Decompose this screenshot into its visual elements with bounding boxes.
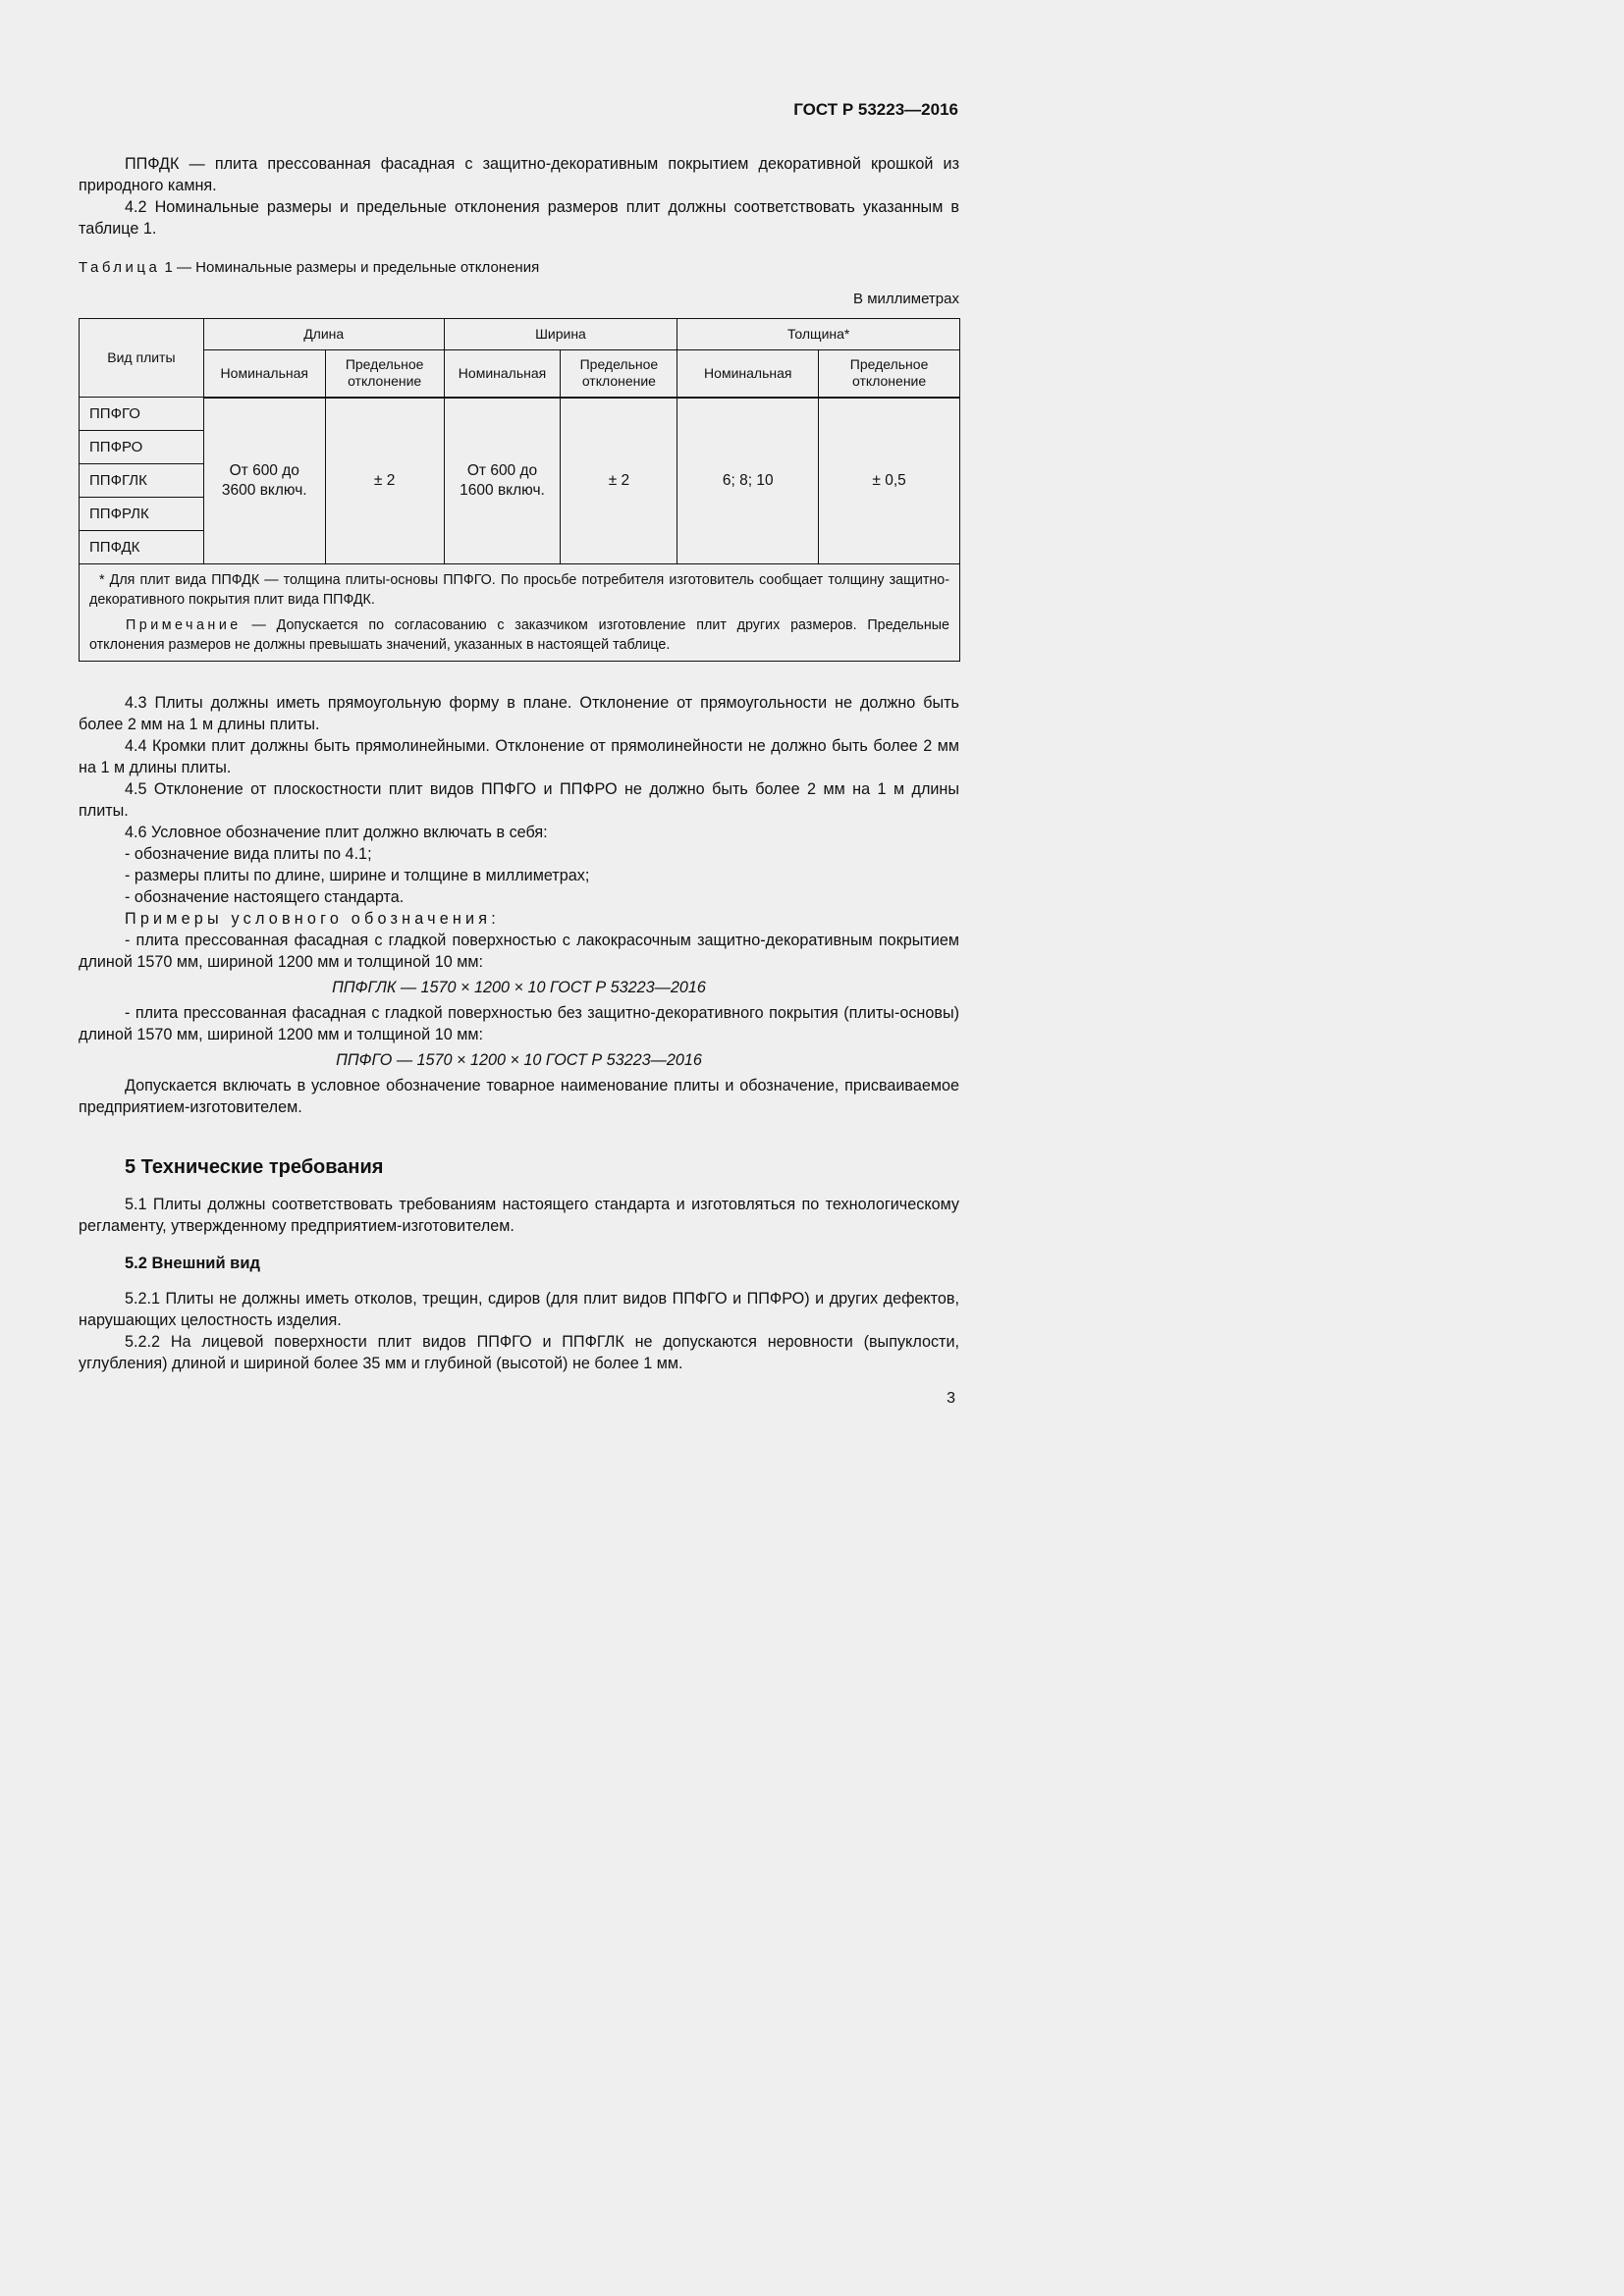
list-item: - обозначение вида плиты по 4.1;: [125, 845, 372, 863]
paragraph-allow: Допускается включать в условное обозначение товарное наименование плиты и обозначение, присваиваемое предприятием-изготовителем.: [79, 1077, 959, 1116]
header-thickness-nominal: Номинальная: [677, 350, 819, 398]
header-length: Длина: [203, 319, 444, 350]
thickness-nominal-cell: 6; 8; 10: [677, 398, 819, 564]
list-item: - обозначение настоящего стандарта.: [125, 888, 405, 906]
header-length-nominal: Номинальная: [203, 350, 325, 398]
intro-block: [79, 153, 959, 240]
header-thickness: Толщина*: [677, 319, 960, 350]
header-length-deviation: Предельное отклонение: [325, 350, 444, 398]
examples-label: Примеры условного обозначения:: [125, 910, 500, 928]
header-width: Ширина: [444, 319, 677, 350]
section-5-title: 5 Технические требования: [125, 1156, 384, 1178]
paragraph-4-3: 4.3 Плиты должны иметь прямоугольную форму в плане. Отклонение от прямоугольности не должно быть более 2 мм на 1 м длины плиты.: [79, 694, 959, 733]
intro-paragraph-2: 4.2 Номинальные размеры и предельные отклонения размеров плит должны соответствовать указанным в таблице 1.: [79, 198, 959, 238]
paragraph-5-2-1: 5.2.1 Плиты не должны иметь отколов, трещин, сдиров (для плит видов ППФГО и ППФРО) и других дефектов, нарушающих целостность изделия.: [79, 1290, 959, 1329]
page-number: 3: [947, 1390, 955, 1407]
paragraph-5-1: 5.1 Плиты должны соответствовать требованиям настоящего стандарта и изготовляться по технологическому регламенту, утвержденному предприятием-изготовителем.: [79, 1196, 959, 1235]
section-5: [79, 1156, 959, 1374]
kind-cell: ППФГЛК: [80, 464, 204, 498]
width-nominal-cell: От 600 до 1600 включ.: [444, 398, 561, 564]
body-block: [79, 692, 959, 1118]
standard-code-header: ГОСТ Р 53223—2016: [793, 100, 958, 119]
intro-paragraph-1: ППФДК — плита прессованная фасадная с защитно-декоративным покрытием декоративной крошкой из природного камня.: [79, 155, 959, 194]
table-caption: [79, 259, 539, 276]
kind-cell: ППФДК: [80, 531, 204, 564]
example-2-formula: ППФГО — 1570 × 1200 × 10 ГОСТ Р 53223—2016: [336, 1051, 702, 1069]
document-page: [0, 0, 1089, 1539]
paragraph-4-4: 4.4 Кромки плит должны быть прямолинейными. Отклонение от прямолинейности не должно быть более 2 мм на 1 м длины плиты.: [79, 737, 959, 776]
table-caption-text: 1 — Номинальные размеры и предельные отклонения: [160, 259, 540, 276]
header-width-deviation: Предельное отклонение: [561, 350, 677, 398]
example-1: - плита прессованная фасадная с гладкой поверхностью с лакокрасочным защитно-декоративным покрытием длиной 1570 мм, шириной 1200 мм и толщиной 10 мм:: [79, 932, 959, 971]
header-thickness-deviation: Предельное отклонение: [819, 350, 960, 398]
paragraph-5-2-2: 5.2.2 На лицевой поверхности плит видов ППФГО и ППФГЛК не допускаются неровности (выпуклости, углубления) длиной и шириной более 35 мм и глубиной (высотой) не более 1 мм.: [79, 1333, 959, 1372]
thickness-deviation-cell: ± 0,5: [819, 398, 960, 564]
table-caption-label: Таблица: [79, 259, 161, 276]
dimensions-table: [79, 318, 960, 662]
table-units: В миллиметрах: [853, 291, 959, 307]
width-deviation-cell: ± 2: [561, 398, 677, 564]
length-nominal-cell: От 600 до 3600 включ.: [203, 398, 325, 564]
paragraph-4-5: 4.5 Отклонение от плоскостности плит видов ППФГО и ППФРО не должно быть более 2 мм на 1 м длины плиты.: [79, 780, 959, 820]
example-1-formula: ППФГЛК — 1570 × 1200 × 10 ГОСТ Р 53223—2016: [332, 979, 706, 996]
length-deviation-cell: ± 2: [325, 398, 444, 564]
subsection-5-2-title: 5.2 Внешний вид: [125, 1255, 260, 1272]
header-kind: Вид плиты: [80, 319, 204, 398]
kind-cell: ППФРО: [80, 431, 204, 464]
table-note-label: Примечание: [126, 617, 242, 633]
kind-cell: ППФГО: [80, 398, 204, 431]
table-footnotes: [80, 564, 960, 662]
example-2: - плита прессованная фасадная с гладкой поверхностью без защитно-декоративного покрытия (плиты-основы) длиной 1570 мм, шириной 1200 мм и толщиной 10 мм:: [79, 1004, 959, 1043]
header-width-nominal: Номинальная: [444, 350, 561, 398]
list-item: - размеры плиты по длине, ширине и толщине в миллиметрах;: [125, 867, 590, 884]
table-note-text: — Допускается по согласованию с заказчиком изготовление плит других размеров. Предельные отклонения размеров не должны превышать значений, указанных в настоящей таблице.: [89, 617, 949, 653]
kind-cell: ППФРЛК: [80, 498, 204, 531]
table-footnote: * Для плит вида ППФДК — толщина плиты-основы ППФГО. По просьбе потребителя изготовитель сообщает толщину защитно-декоративного покрытия плит вида ППФДК.: [89, 572, 949, 608]
table-note: [89, 615, 949, 655]
paragraph-4-6: 4.6 Условное обозначение плит должно включать в себя:: [125, 824, 548, 841]
